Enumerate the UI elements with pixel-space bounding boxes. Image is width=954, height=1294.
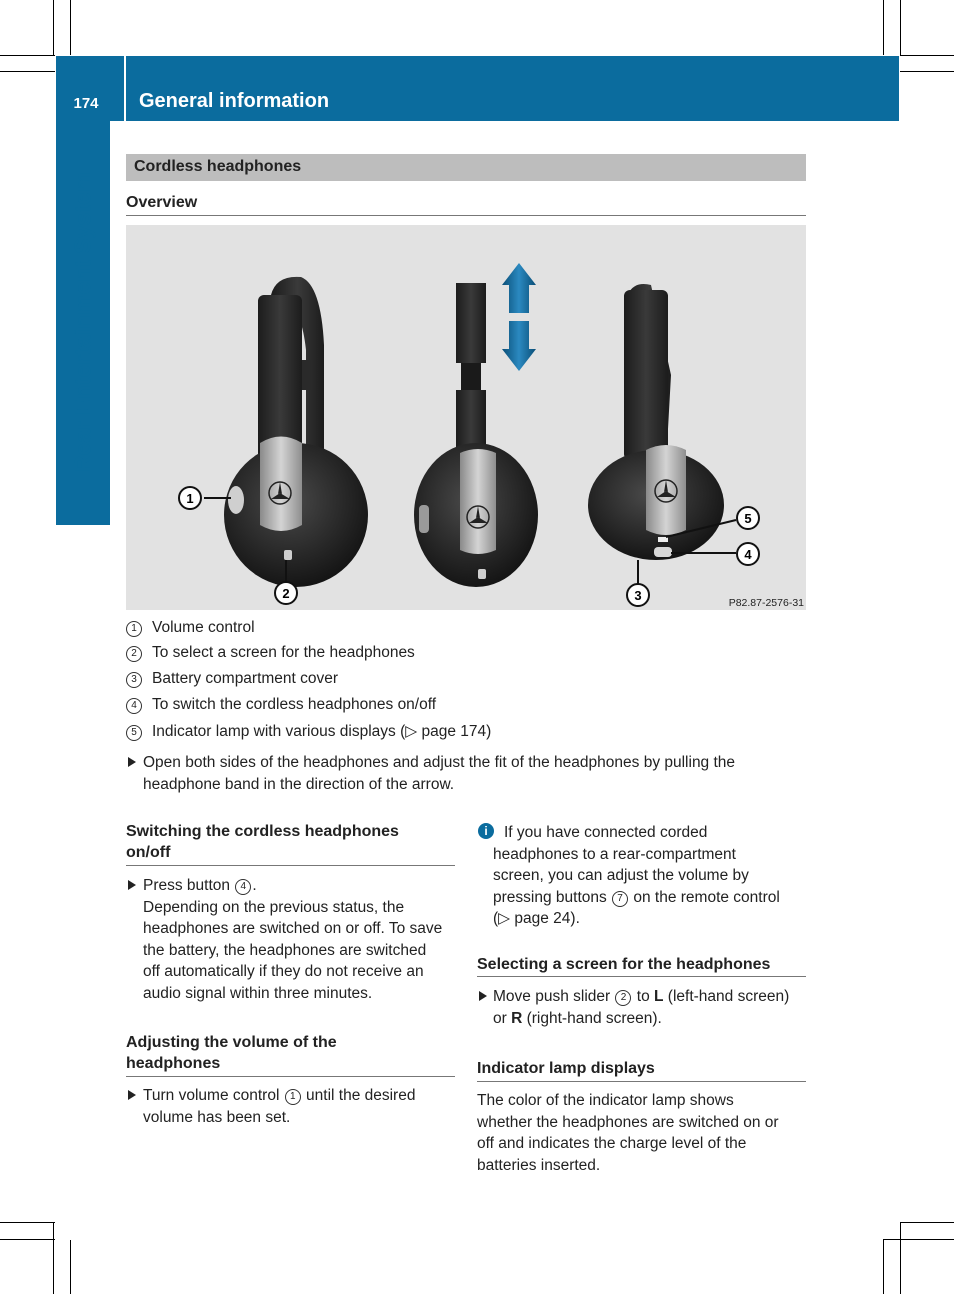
legend-item: 5 Indicator lamp with various displays (▷ page 174) [126, 722, 491, 741]
selecting-step: Move push slider 2 to L (left-hand screen) or R (right-hand screen). [493, 988, 790, 1027]
volume-step: Turn volume control 1 until the desired volume has been set. [143, 1087, 416, 1126]
crop-mark [900, 1222, 954, 1223]
legend-item: 1 Volume control [126, 619, 255, 637]
switching-rule [126, 865, 455, 866]
crop-mark [53, 1222, 54, 1294]
svg-text:3: 3 [634, 588, 642, 603]
step-bullet [128, 757, 136, 767]
selecting-rule [477, 976, 806, 977]
overview-heading: Overview [126, 194, 198, 211]
headphone-left-view [224, 277, 368, 587]
crop-mark [53, 0, 54, 55]
info-note: If you have connected corded headphones to a rear-compartment screen, you can adjust the volume by pressing buttons 7 on the remote control (▷ page 24). [493, 824, 780, 927]
svg-text:4: 4 [744, 547, 752, 562]
switching-step: Press button 4 . Depending on the previous status, the headphones are switched on or off. To save the battery, the headphones are switched off automatically if they do not receive an audio signal within three minutes. [143, 877, 443, 1002]
legend-item: 2 To select a screen for the headphones [126, 644, 415, 662]
ref-1: 1 [285, 1089, 301, 1105]
headphones-figure [126, 225, 806, 610]
svg-text:1: 1 [186, 491, 194, 506]
callout-2 [275, 582, 297, 604]
info-icon: i [478, 823, 494, 839]
page-title: General information [139, 90, 330, 112]
crop-mark [900, 1222, 901, 1294]
crop-mark [900, 71, 954, 72]
section-title: Cordless headphones [134, 158, 302, 175]
indicator-rule [477, 1081, 806, 1082]
page-number: 174 [73, 95, 99, 112]
header-divider [124, 56, 126, 121]
ref-4: 4 [235, 879, 251, 895]
crop-mark [70, 1240, 71, 1294]
figure-code: P82.87-2576-31 [728, 597, 804, 609]
headphones-illustration [126, 225, 806, 610]
step-bullet [479, 991, 487, 1001]
legend-item: 3 Battery compartment cover [126, 670, 338, 688]
indicator-text: The color of the indicator lamp shows whether the headphones are switched on or off and indicates the charge level of the batteries inserted. [477, 1092, 779, 1174]
crop-mark [0, 55, 55, 56]
step-bullet [128, 880, 136, 890]
volume-rule [126, 1076, 455, 1077]
svg-text:5: 5 [744, 511, 752, 526]
crop-mark [70, 0, 71, 55]
crop-mark [0, 71, 55, 72]
ref-7: 7 [612, 891, 628, 907]
volume-heading: Adjusting the volume of the headphones [126, 1034, 337, 1072]
double-arrow-icon [502, 263, 536, 371]
ref-2: 2 [615, 990, 631, 1006]
svg-text:2: 2 [282, 586, 290, 601]
crop-mark [0, 1222, 55, 1223]
callout-1 [179, 487, 201, 509]
crop-mark [900, 0, 901, 55]
switching-heading: Switching the cordless headphones on/off [126, 823, 399, 861]
crop-mark [883, 0, 884, 55]
callout-4 [737, 543, 759, 565]
crop-mark [0, 1239, 55, 1240]
crop-mark [883, 1239, 954, 1240]
callout-5 [737, 507, 759, 529]
indicator-heading: Indicator lamp displays [477, 1060, 655, 1077]
crop-mark [883, 1240, 884, 1294]
selecting-heading: Selecting a screen for the headphones [477, 956, 771, 973]
headphone-right-view [588, 284, 724, 560]
callout-3 [627, 584, 649, 606]
legend-item: 4 To switch the cordless headphones on/off [126, 696, 436, 714]
crop-mark [900, 55, 954, 56]
chapter-label: Rear Entertainment System [69, 171, 96, 473]
step-bullet [128, 1090, 136, 1100]
overview-rule [126, 215, 806, 216]
overview-step: Open both sides of the headphones and adjust the fit of the headphones by pulling the headphone band in the direction of the arrow. [143, 754, 736, 793]
